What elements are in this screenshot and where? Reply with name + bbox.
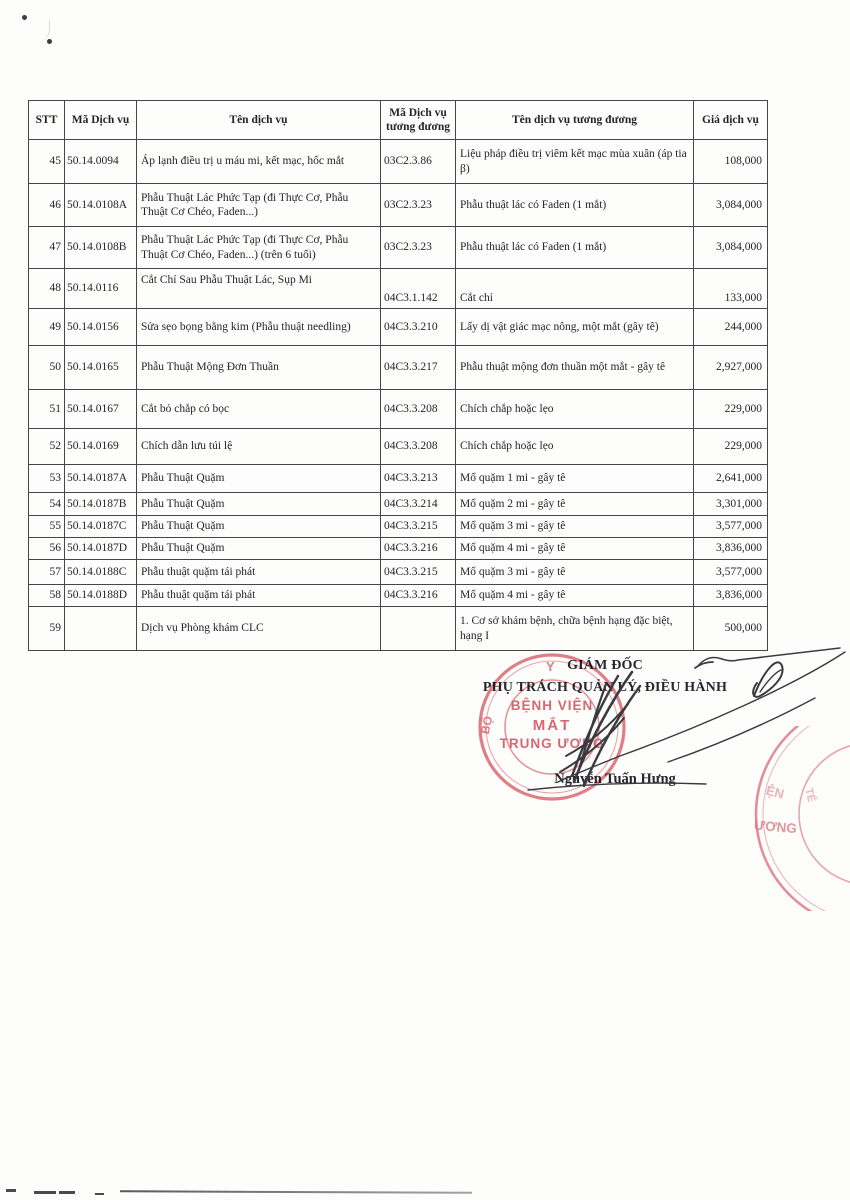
cell-service-code: 50.14.0188C <box>65 560 137 585</box>
cell-service-name: Phẫu thuật quặm tái phát <box>137 585 381 607</box>
cell-stt: 53 <box>29 465 65 493</box>
cell-service-name: Áp lạnh điều trị u máu mi, kết mạc, hốc mắt <box>137 140 381 184</box>
cell-price: 3,084,000 <box>694 227 768 269</box>
cell-equivalent-code: 03C2.3.23 <box>381 184 456 227</box>
scan-artifact <box>34 1191 56 1194</box>
scan-artifact-line <box>120 1190 472 1194</box>
cell-service-code: 50.14.0165 <box>65 346 137 390</box>
cell-equivalent-name: Mổ quặm 4 mi - gây tê <box>456 585 694 607</box>
cell-price: 3,084,000 <box>694 184 768 227</box>
scan-smudge <box>28 20 50 42</box>
cell-price: 244,000 <box>694 309 768 346</box>
cell-service-name: Dịch vụ Phòng khám CLC <box>137 607 381 651</box>
cell-stt: 57 <box>29 560 65 585</box>
cell-equivalent-code: 04C3.3.216 <box>381 585 456 607</box>
cell-service-code: 50.14.0108B <box>65 227 137 269</box>
cell-price: 3,577,000 <box>694 560 768 585</box>
cell-stt: 59 <box>29 607 65 651</box>
cell-price: 3,836,000 <box>694 538 768 560</box>
cell-equivalent-name: Mổ quặm 3 mi - gây tê <box>456 516 694 538</box>
cell-price: 229,000 <box>694 429 768 465</box>
cell-equivalent-name: Cắt chỉ <box>456 269 694 309</box>
header-service-code: Mã Dịch vụ <box>65 101 137 140</box>
stamp-line3: TRUNG ƯƠNG <box>499 736 605 751</box>
cell-stt: 49 <box>29 309 65 346</box>
signer-name: Nguyễn Tuấn Hưng <box>554 771 676 787</box>
cell-service-code: 50.14.0108A <box>65 184 137 227</box>
cell-service-name: Phẫu Thuật Quặm <box>137 516 381 538</box>
cell-service-code: 50.14.0187D <box>65 538 137 560</box>
cell-equivalent-code: 04C3.3.208 <box>381 390 456 429</box>
cell-equivalent-name: 1. Cơ sở khám bệnh, chữa bệnh hạng đặc biệt, hạng I <box>456 607 694 651</box>
cell-stt: 47 <box>29 227 65 269</box>
cell-stt: 58 <box>29 585 65 607</box>
cell-equivalent-name: Chích chắp hoặc lẹo <box>456 429 694 465</box>
cell-service-name: Phẫu Thuật Quặm <box>137 538 381 560</box>
cell-service-name: Sửa sẹo bọng bằng kim (Phẫu thuật needling) <box>137 309 381 346</box>
cell-service-code: 50.14.0188D <box>65 585 137 607</box>
cell-price: 229,000 <box>694 390 768 429</box>
stamp2-fragment-3: TẾ <box>802 786 818 804</box>
table-row <box>29 140 768 184</box>
cell-equivalent-name: Phẫu thuật lác có Faden (1 mắt) <box>456 227 694 269</box>
cell-service-code: 50.14.0187A <box>65 465 137 493</box>
cell-service-code: 50.14.0094 <box>65 140 137 184</box>
cell-service-code: 50.14.0156 <box>65 309 137 346</box>
cell-service-code <box>65 607 137 651</box>
header-equivalent-code: Mã Dịch vụ tương đương <box>381 101 456 140</box>
signer-title-line1: GIÁM ĐỐC <box>567 658 643 673</box>
cell-stt: 55 <box>29 516 65 538</box>
cell-price: 500,000 <box>694 607 768 651</box>
cell-price: 2,927,000 <box>694 346 768 390</box>
cell-service-name: Cắt Chỉ Sau Phẫu Thuật Lác, Sụp Mi <box>137 269 381 309</box>
cell-equivalent-code: 04C3.3.217 <box>381 346 456 390</box>
cell-service-name: Phẫu Thuật Quặm <box>137 493 381 516</box>
cell-service-name: Phẫu Thuật Quặm <box>137 465 381 493</box>
signer-title-line2: PHỤ TRÁCH QUẢN LÝ, ĐIỀU HÀNH <box>482 679 728 695</box>
table-row <box>29 538 768 560</box>
cell-price: 2,641,000 <box>694 465 768 493</box>
cell-equivalent-name: Lấy dị vật giác mạc nông, một mắt (gây tê) <box>456 309 694 346</box>
header-service-name: Tên dịch vụ <box>137 101 381 140</box>
cell-equivalent-code: 04C3.3.214 <box>381 493 456 516</box>
cell-service-name: Chích dẫn lưu túi lệ <box>137 429 381 465</box>
cell-service-code: 50.14.0187C <box>65 516 137 538</box>
cell-stt: 46 <box>29 184 65 227</box>
stamp2-fragment-1: ỆN <box>764 782 786 802</box>
cell-service-code: 50.14.0116 <box>65 269 137 309</box>
table-row <box>29 227 768 269</box>
cell-equivalent-name: Phẫu thuật mộng đơn thuần một mắt - gây tê <box>456 346 694 390</box>
table-row <box>29 493 768 516</box>
cell-service-name: Phẫu Thuật Mộng Đơn Thuần <box>137 346 381 390</box>
cell-equivalent-code: 04C3.3.215 <box>381 516 456 538</box>
cell-equivalent-name: Chích chắp hoặc lẹo <box>456 390 694 429</box>
table-row <box>29 516 768 538</box>
cell-service-name: Phẫu Thuật Lác Phức Tạp (đi Thực Cơ, Phẫu Thuật Cơ Chéo, Faden...) (trên 6 tuổi) <box>137 227 381 269</box>
cell-equivalent-name: Mổ quặm 1 mi - gây tê <box>456 465 694 493</box>
cell-stt: 51 <box>29 390 65 429</box>
cell-price: 3,301,000 <box>694 493 768 516</box>
cell-stt: 45 <box>29 140 65 184</box>
cell-equivalent-code: 03C2.3.23 <box>381 227 456 269</box>
cell-equivalent-name: Liệu pháp điều trị viêm kết mạc mùa xuân (áp tia β) <box>456 140 694 184</box>
cell-equivalent-code: 03C2.3.86 <box>381 140 456 184</box>
table-row <box>29 184 768 227</box>
table-row <box>29 429 768 465</box>
stamp2-fragment-2: ƯƠNG <box>753 817 798 837</box>
table-row <box>29 346 768 390</box>
cell-service-code: 50.14.0169 <box>65 429 137 465</box>
header-stt: STT <box>29 101 65 140</box>
cell-equivalent-name: Mổ quặm 3 mi - gây tê <box>456 560 694 585</box>
cell-equivalent-code: 04C3.3.215 <box>381 560 456 585</box>
cell-price: 3,836,000 <box>694 585 768 607</box>
header-equivalent-name: Tên dịch vụ tương đương <box>456 101 694 140</box>
cell-equivalent-name: Phẫu thuật lác có Faden (1 mắt) <box>456 184 694 227</box>
table-row <box>29 560 768 585</box>
cell-equivalent-name: Mổ quặm 2 mi - gây tê <box>456 493 694 516</box>
cell-equivalent-code: 04C3.3.213 <box>381 465 456 493</box>
cell-equivalent-code: 04C3.3.208 <box>381 429 456 465</box>
table-row <box>29 390 768 429</box>
scan-artifact <box>6 1189 16 1192</box>
cell-equivalent-code <box>381 607 456 651</box>
cell-service-name: Cắt bỏ chắp có bọc <box>137 390 381 429</box>
cell-service-code: 50.14.0187B <box>65 493 137 516</box>
stamp-line1: BỆNH VIỆN <box>510 698 594 713</box>
staple-mark <box>47 39 52 44</box>
stamp-rim-left: BỘ <box>477 714 496 736</box>
service-price-table <box>28 100 768 651</box>
cell-stt: 50 <box>29 346 65 390</box>
cell-service-name: Phẫu Thuật Lác Phức Tạp (đi Thực Cơ, Phẫu Thuật Cơ Chéo, Faden...) <box>137 184 381 227</box>
cell-equivalent-code: 04C3.3.216 <box>381 538 456 560</box>
cell-stt: 52 <box>29 429 65 465</box>
cell-price: 108,000 <box>694 140 768 184</box>
table-row <box>29 309 768 346</box>
table-header-row <box>29 101 768 140</box>
cell-stt: 48 <box>29 269 65 309</box>
cell-service-name: Phẫu thuật quặm tái phát <box>137 560 381 585</box>
table-row <box>29 465 768 493</box>
cell-equivalent-name: Mổ quặm 4 mi - gây tê <box>456 538 694 560</box>
cell-service-code: 50.14.0167 <box>65 390 137 429</box>
table-row <box>29 269 768 309</box>
header-price: Giá dịch vụ <box>694 101 768 140</box>
cell-price: 133,000 <box>694 269 768 309</box>
table-row <box>29 585 768 607</box>
stamp-line2: MẮT <box>532 717 572 734</box>
stamp-rim-top: Y <box>546 659 555 674</box>
signature-ink <box>448 628 850 813</box>
staple-mark <box>22 15 27 20</box>
scan-artifact <box>95 1193 104 1195</box>
cell-stt: 54 <box>29 493 65 516</box>
cell-stt: 56 <box>29 538 65 560</box>
cell-equivalent-code: 04C3.3.210 <box>381 309 456 346</box>
cell-price: 3,577,000 <box>694 516 768 538</box>
cell-equivalent-code: 04C3.1.142 <box>381 269 456 309</box>
scan-artifact <box>59 1191 75 1194</box>
